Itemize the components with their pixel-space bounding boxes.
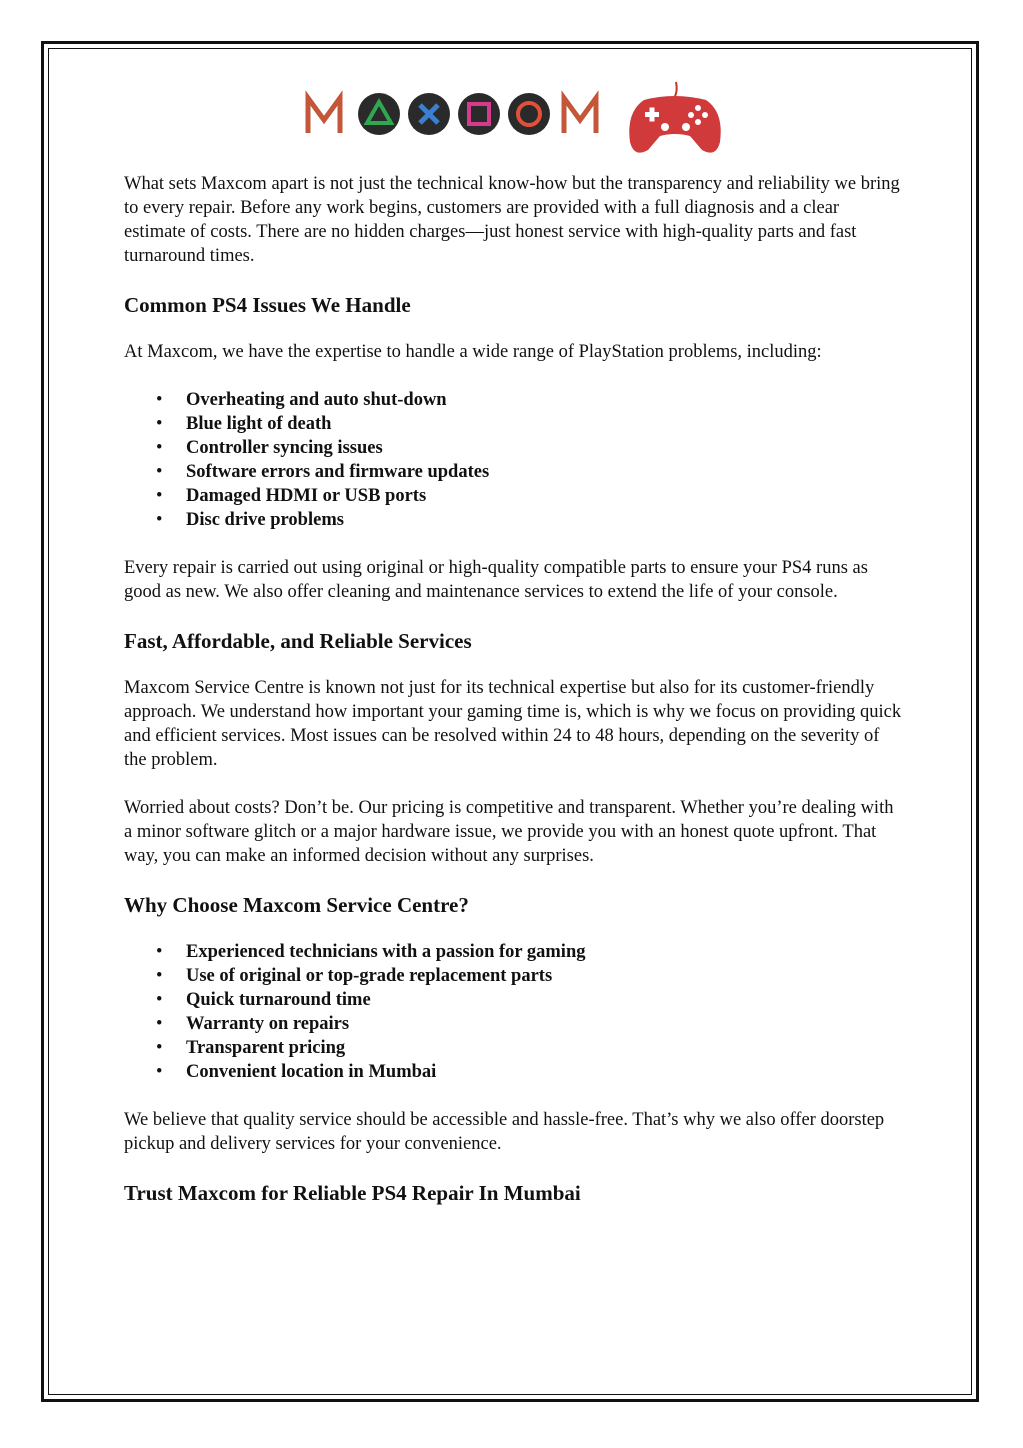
why-choose-list <box>124 940 904 1084</box>
why-choose-outro: We believe that quality service should be accessible and hassle-free. That’s why we also offer doorstep pickup and delivery services for your convenience. <box>124 1110 885 1154</box>
square-icon <box>458 93 500 135</box>
list-item: • Transparent pricing <box>186 1036 904 1060</box>
logo-letter-m-left <box>308 98 340 133</box>
gamepad-icon <box>629 82 720 153</box>
list-item: • Blue light of death <box>186 412 904 436</box>
list-item: • Software errors and firmware updates <box>186 460 904 484</box>
list-item: • Overheating and auto shut-down <box>186 388 904 412</box>
common-issues-intro: At Maxcom, we have the expertise to handle a wide range of PlayStation problems, including: <box>124 342 822 362</box>
list-item: • Warranty on repairs <box>186 1012 904 1036</box>
heading-trust: Trust Maxcom for Reliable PS4 Repair In Mumbai <box>124 1181 581 1205</box>
cross-icon <box>408 93 450 135</box>
logo-letter-m-right <box>564 98 596 133</box>
list-item: • Controller syncing issues <box>186 436 904 460</box>
heading-common-issues: Common PS4 Issues We Handle <box>124 293 411 317</box>
list-item: • Use of original or top-grade replacement parts <box>186 964 904 988</box>
list-item: • Damaged HDMI or USB ports <box>186 484 904 508</box>
list-item: • Experienced technicians with a passion for gaming <box>186 940 904 964</box>
heading-fast-services: Fast, Affordable, and Reliable Services <box>124 629 472 653</box>
common-issues-outro: Every repair is carried out using original or high-quality compatible parts to ensure your PS4 runs as good as new. We also offer cleaning and maintenance services to extend the life of your console. <box>124 558 868 602</box>
heading-why-choose: Why Choose Maxcom Service Centre? <box>124 893 469 917</box>
triangle-icon <box>358 93 400 135</box>
list-item: • Quick turnaround time <box>186 988 904 1012</box>
common-issues-list <box>124 388 904 532</box>
list-item: • Disc drive problems <box>186 508 904 532</box>
document-body <box>124 172 904 1206</box>
circle-icon <box>508 93 550 135</box>
fast-services-paragraph-2: Worried about costs? Don’t be. Our pricing is competitive and transparent. Whether you’re dealing with a minor software glitch or a major hardware issue, we provide you with an honest quote upfront. That way, you can make an informed decision without any surprises. <box>124 798 894 866</box>
list-item: • Convenient location in Mumbai <box>186 1060 904 1084</box>
fast-services-paragraph-1: Maxcom Service Centre is known not just for its technical expertise but also for its customer-friendly approach. We understand how important your gaming time is, which is why we focus on providing quick and efficient services. Most issues can be resolved within 24 to 48 hours, depending on the severity of the problem. <box>124 678 902 770</box>
intro-paragraph: What sets Maxcom apart is not just the technical know-how but the transparency and reliability we bring to every repair. Before any work begins, customers are provided with a full diagnosis and a clear estimate of costs. There are no hidden charges—just honest service with high-quality parts and fast turnaround times. <box>124 174 900 266</box>
maxcom-logo <box>304 72 724 160</box>
